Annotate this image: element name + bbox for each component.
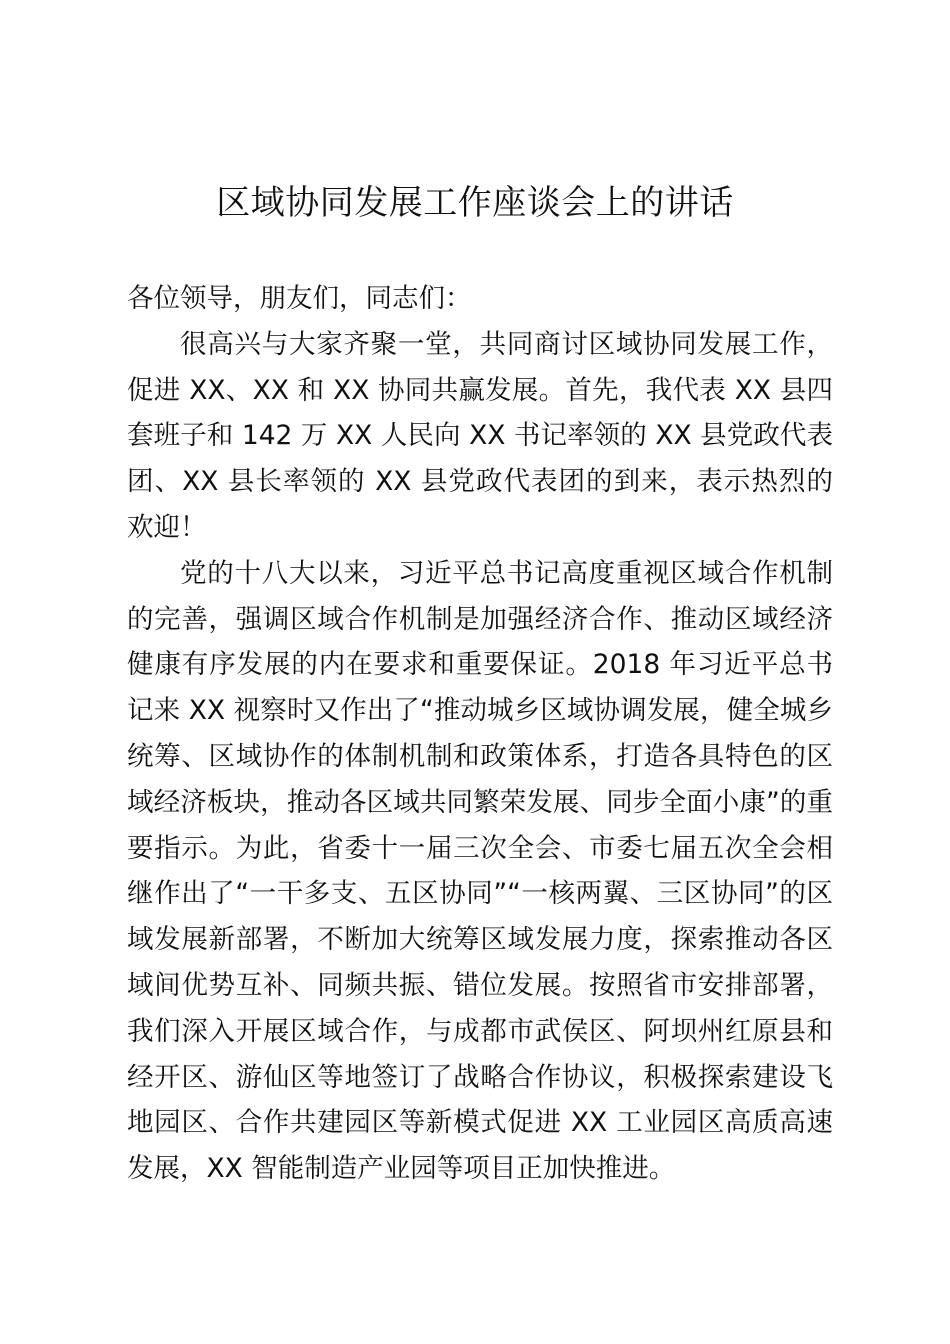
salutation: 各位领导，朋友们，同志们： <box>127 283 472 314</box>
document-body <box>127 276 833 1192</box>
paragraph-regional-cooperation: 党的十八大以来，习近平总书记高度重视区域合作机制的完善，强调区域合作机制是加强经济合作、推动区域经济健康有序发展的内在要求和重要保证。2018 年习近平总书记来 XX 视察时又作出了“推动城乡区域协调发展，健全城乡统筹、区域协作的体制机制和政策体系，打造各具特色的区域经济板块，推动各区域共同繁荣发展、同步全面小康”的重要指示。为此，省委十一届三次全会、市委七届五次全会相继作出了“一干多支、五区协同”“一核两翼、三区协同”的区域发展新部署，不断加大统筹区域发展力度，探索推动各区域间优势互补、同频共振、错位发展。按照省市安排部署，我们深入开展区域合作，与成都市武侯区、阿坝州红原县和经开区、游仙区等地签订了战略合作协议，积极探索建设飞地园区、合作共建园区等新模式促进 XX 工业园区高质高速发展，XX 智能制造产业园等项目正加快推进。 <box>127 557 833 1185</box>
page-title: 区域协同发展工作座谈会上的讲话 <box>216 183 734 223</box>
paragraph-welcome: 很高兴与大家齐聚一堂，共同商讨区域协同发展工作，促进 XX、XX 和 XX 协同共赢发展。首先，我代表 XX 县四套班子和 142 万 XX 人民向 XX 书记率领的 XX 县党政代表团、XX 县长率领的 XX 县党政代表团的到来，表示热烈的欢迎！ <box>127 328 833 543</box>
